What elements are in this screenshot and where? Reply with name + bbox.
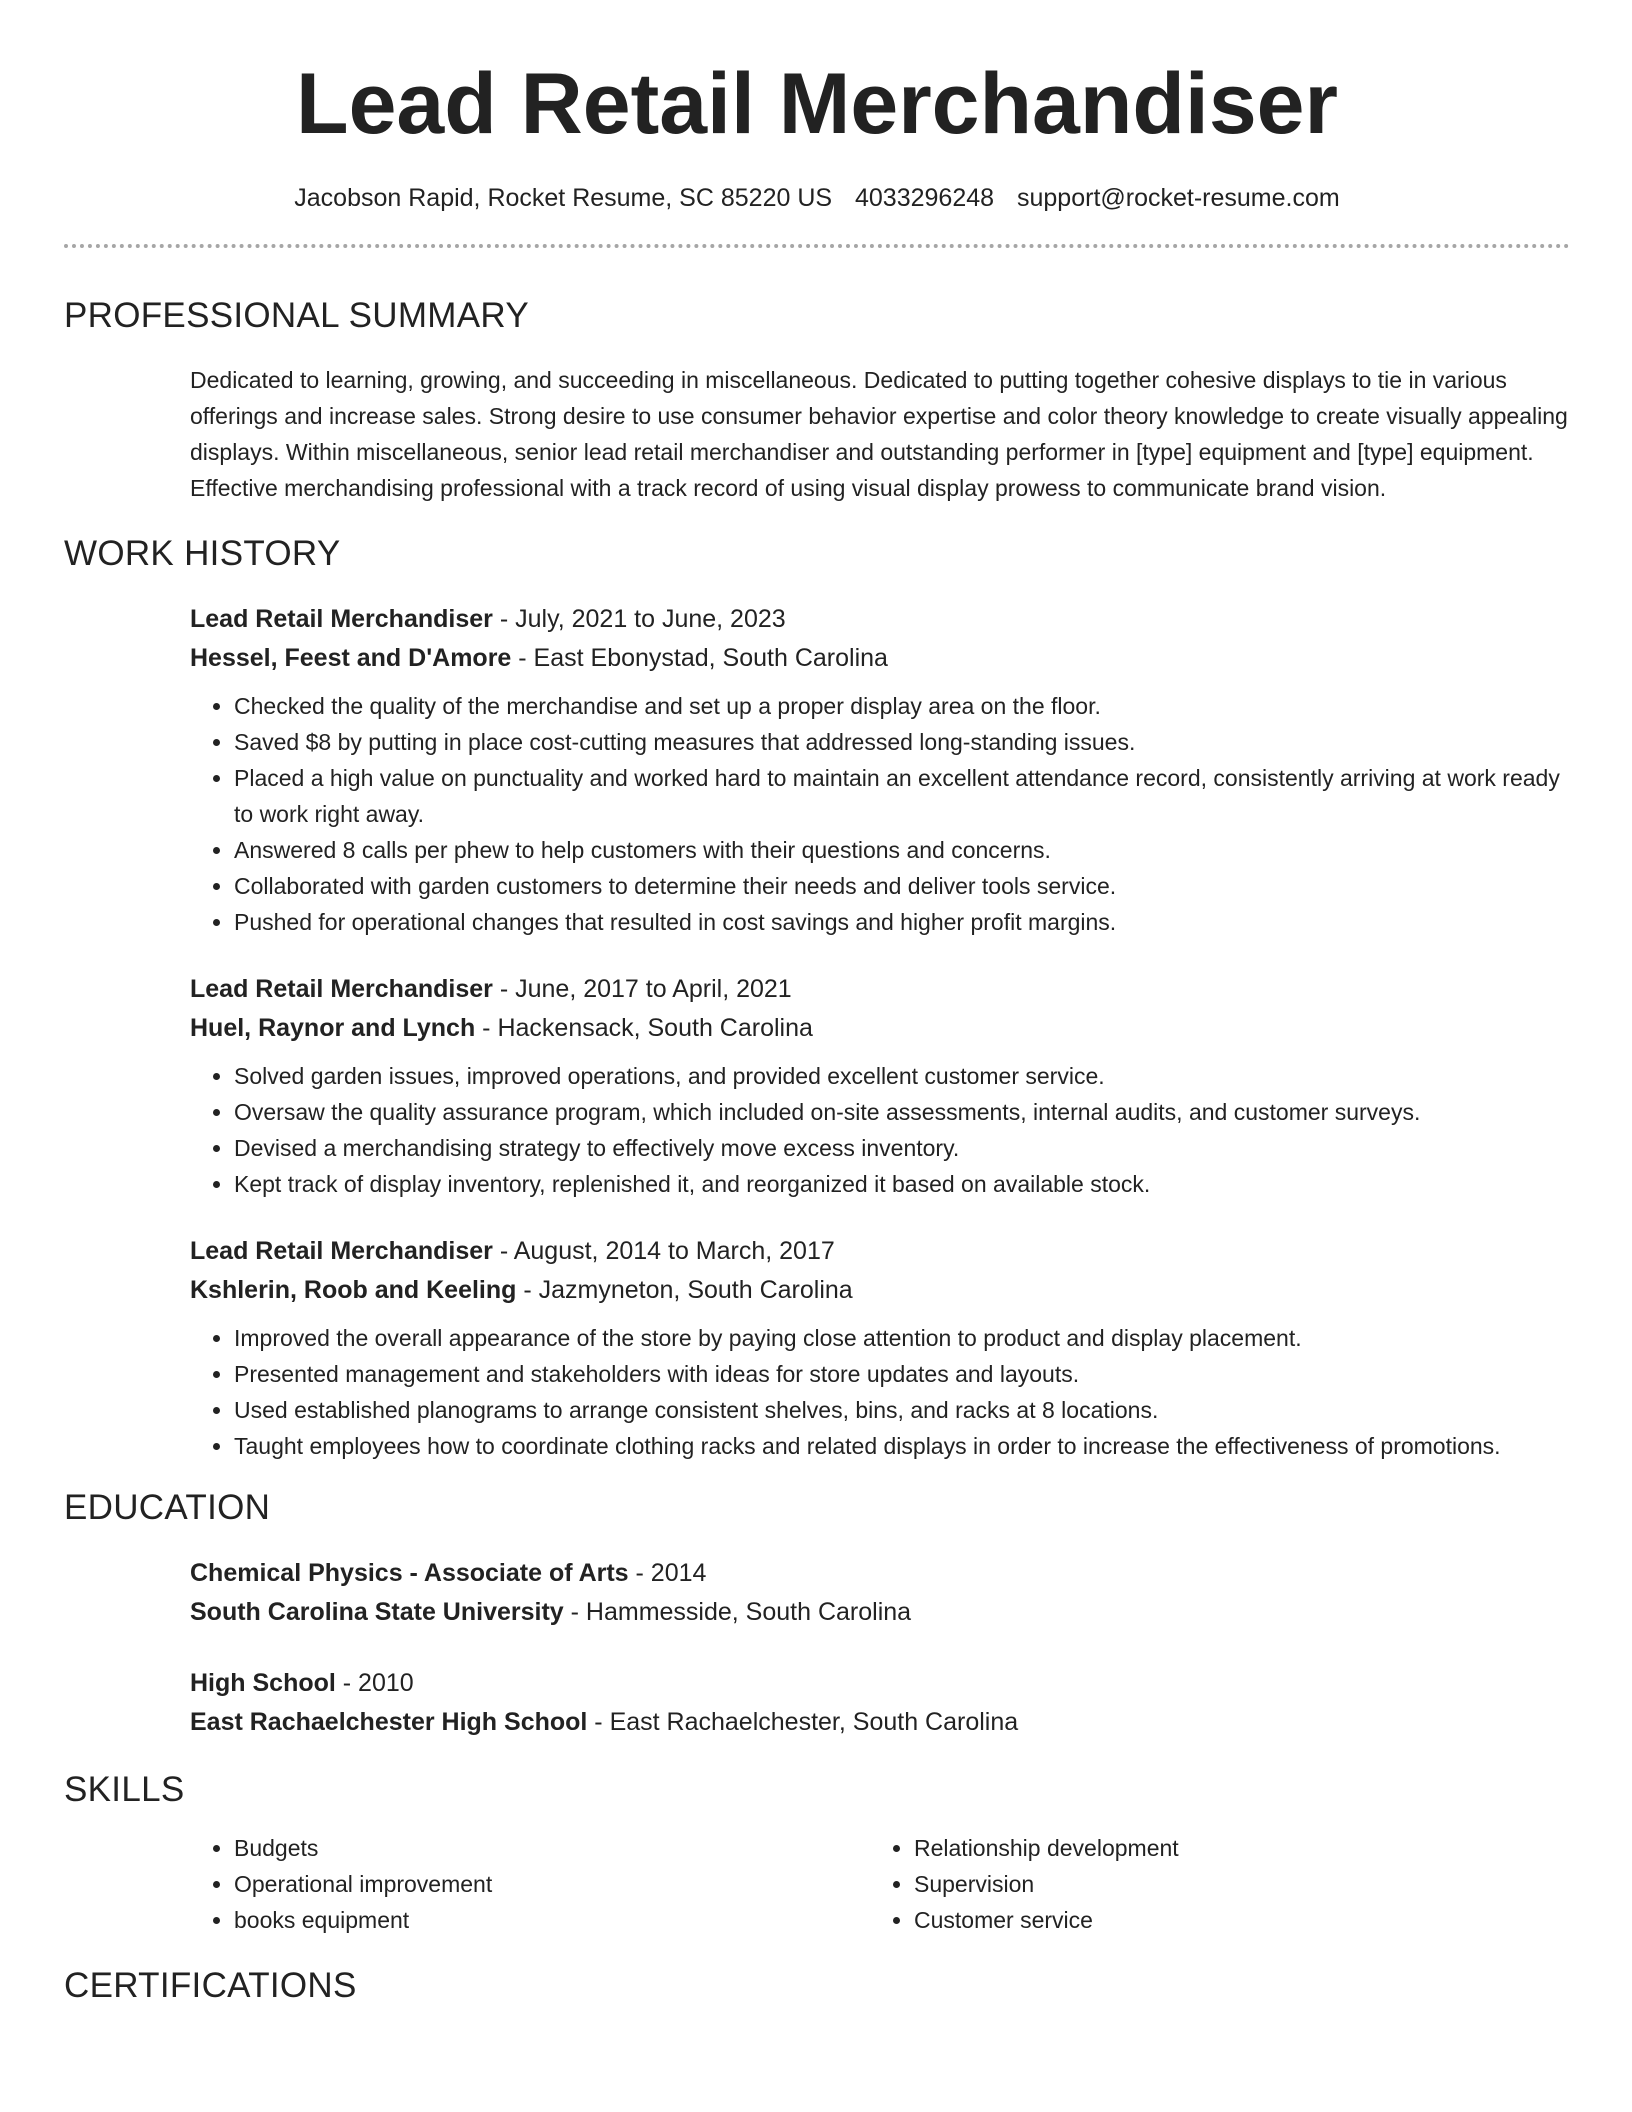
work-history-heading: WORK HISTORY: [64, 534, 341, 573]
job-title-line: [190, 1232, 1570, 1271]
skills-list-right: [870, 1830, 1550, 1938]
list-item: • Pushed for operational changes that resulted in cost savings and higher profit margins.: [234, 904, 1570, 940]
job-dates: - July, 2021 to June, 2023: [492, 605, 786, 633]
skills-heading: SKILLS: [64, 1770, 185, 1809]
list-item: • Devised a merchandising strategy to effectively move excess inventory.: [234, 1130, 1570, 1166]
job-title-line: [190, 600, 1570, 639]
summary-section: [190, 362, 1570, 506]
contact-address: Jacobson Rapid, Rocket Resume, SC 85220 US: [294, 184, 833, 212]
education-location: - East Rachaelchester, South Carolina: [587, 1708, 1019, 1736]
job-bullets: [190, 1058, 1570, 1202]
job-company: Hessel, Feest and D'Amore: [190, 644, 512, 672]
job-title: Lead Retail Merchandiser: [190, 605, 493, 633]
list-item: • Budgets: [234, 1830, 870, 1866]
list-item: • Kept track of display inventory, replenished it, and reorganized it based on available stock.: [234, 1166, 1570, 1202]
job-company-line: [190, 1009, 1570, 1048]
list-item: • Supervision: [914, 1866, 1550, 1902]
list-item: • Operational improvement: [234, 1866, 870, 1902]
job-company-line: [190, 1271, 1570, 1310]
summary-text: Dedicated to learning, growing, and succeeding in miscellaneous. Dedicated to putting together cohesive displays to tie in various offerings and increase sales. Strong desire to use consumer behavior expertise and color theory knowledge to create visually appealing displays. Within miscellaneous, senior lead retail merchandiser and outstanding performer in [type] equipment and [type] equipment. Effective merchandising professional with a track record of using visual display prowess to communicate brand vision.: [190, 367, 1568, 501]
contact-email: support@rocket-resume.com: [1017, 184, 1340, 212]
list-item: • Collaborated with garden customers to determine their needs and deliver tools service.: [234, 868, 1570, 904]
contact-line: [64, 182, 1570, 214]
education-year: - 2010: [335, 1669, 414, 1697]
education-heading: EDUCATION: [64, 1488, 271, 1527]
skills-column-left: [190, 1830, 870, 1938]
list-item: • Saved $8 by putting in place cost-cutting measures that addressed long-standing issues.: [234, 724, 1570, 760]
list-item: • Checked the quality of the merchandise and set up a proper display area on the floor.: [234, 688, 1570, 724]
job-location: - Jazmyneton, South Carolina: [516, 1276, 853, 1304]
contact-phone: 4033296248: [855, 184, 995, 212]
job-dates: - August, 2014 to March, 2017: [492, 1237, 835, 1265]
summary-heading: PROFESSIONAL SUMMARY: [64, 296, 529, 335]
job-title: Lead Retail Merchandiser: [190, 1237, 493, 1265]
education-location: - Hammesside, South Carolina: [563, 1598, 912, 1626]
skills-grid: [190, 1830, 1570, 1938]
job-entry: [190, 1232, 1570, 1464]
resume-page: [64, 0, 1570, 2008]
list-item: • Placed a high value on punctuality and worked hard to maintain an excellent attendance record, consistently arriving at work ready to work right away.: [234, 760, 1570, 832]
list-item: • Oversaw the quality assurance program, which included on-site assessments, internal audits, and customer surveys.: [234, 1094, 1570, 1130]
list-item: • books equipment: [234, 1902, 870, 1938]
list-item: • Answered 8 calls per phew to help customers with their questions and concerns.: [234, 832, 1570, 868]
resume-name: Lead Retail Merchandiser: [296, 56, 1338, 152]
list-item: • Used established planograms to arrange consistent shelves, bins, and racks at 8 locations.: [234, 1392, 1570, 1428]
education-entry: [190, 1554, 1570, 1632]
job-entry: [190, 600, 1570, 940]
list-item: • Presented management and stakeholders with ideas for store updates and layouts.: [234, 1356, 1570, 1392]
job-dates: - June, 2017 to April, 2021: [492, 975, 792, 1003]
job-location: - East Ebonystad, South Carolina: [511, 644, 888, 672]
skills-section: [190, 1830, 1570, 1938]
job-entry: [190, 970, 1570, 1202]
education-school-line: [190, 1593, 1570, 1632]
skills-list-left: [190, 1830, 870, 1938]
education-year: - 2014: [628, 1559, 707, 1587]
job-title-line: [190, 970, 1570, 1009]
education-degree: Chemical Physics - Associate of Arts: [190, 1559, 629, 1587]
skills-column-right: [870, 1830, 1550, 1938]
header-divider: [64, 244, 1570, 248]
job-company: Kshlerin, Roob and Keeling: [190, 1276, 517, 1304]
list-item: • Customer service: [914, 1902, 1550, 1938]
job-bullets: [190, 688, 1570, 940]
job-company-line: [190, 639, 1570, 678]
work-history-section: [190, 600, 1570, 1464]
list-item: • Relationship development: [914, 1830, 1550, 1866]
education-school: South Carolina State University: [190, 1598, 564, 1626]
education-degree: High School: [190, 1669, 336, 1697]
job-title: Lead Retail Merchandiser: [190, 975, 493, 1003]
education-degree-line: [190, 1554, 1570, 1593]
education-school-line: [190, 1703, 1570, 1742]
list-item: • Solved garden issues, improved operations, and provided excellent customer service.: [234, 1058, 1570, 1094]
list-item: • Taught employees how to coordinate clothing racks and related displays in order to increase the effectiveness of promotions.: [234, 1428, 1570, 1464]
certifications-heading: CERTIFICATIONS: [64, 1966, 357, 2005]
list-item: • Improved the overall appearance of the store by paying close attention to product and display placement.: [234, 1320, 1570, 1356]
education-degree-line: [190, 1664, 1570, 1703]
education-entry: [190, 1664, 1570, 1742]
education-school: East Rachaelchester High School: [190, 1708, 588, 1736]
job-company: Huel, Raynor and Lynch: [190, 1014, 476, 1042]
job-bullets: [190, 1320, 1570, 1464]
job-location: - Hackensack, South Carolina: [475, 1014, 813, 1042]
education-section: [190, 1554, 1570, 1742]
